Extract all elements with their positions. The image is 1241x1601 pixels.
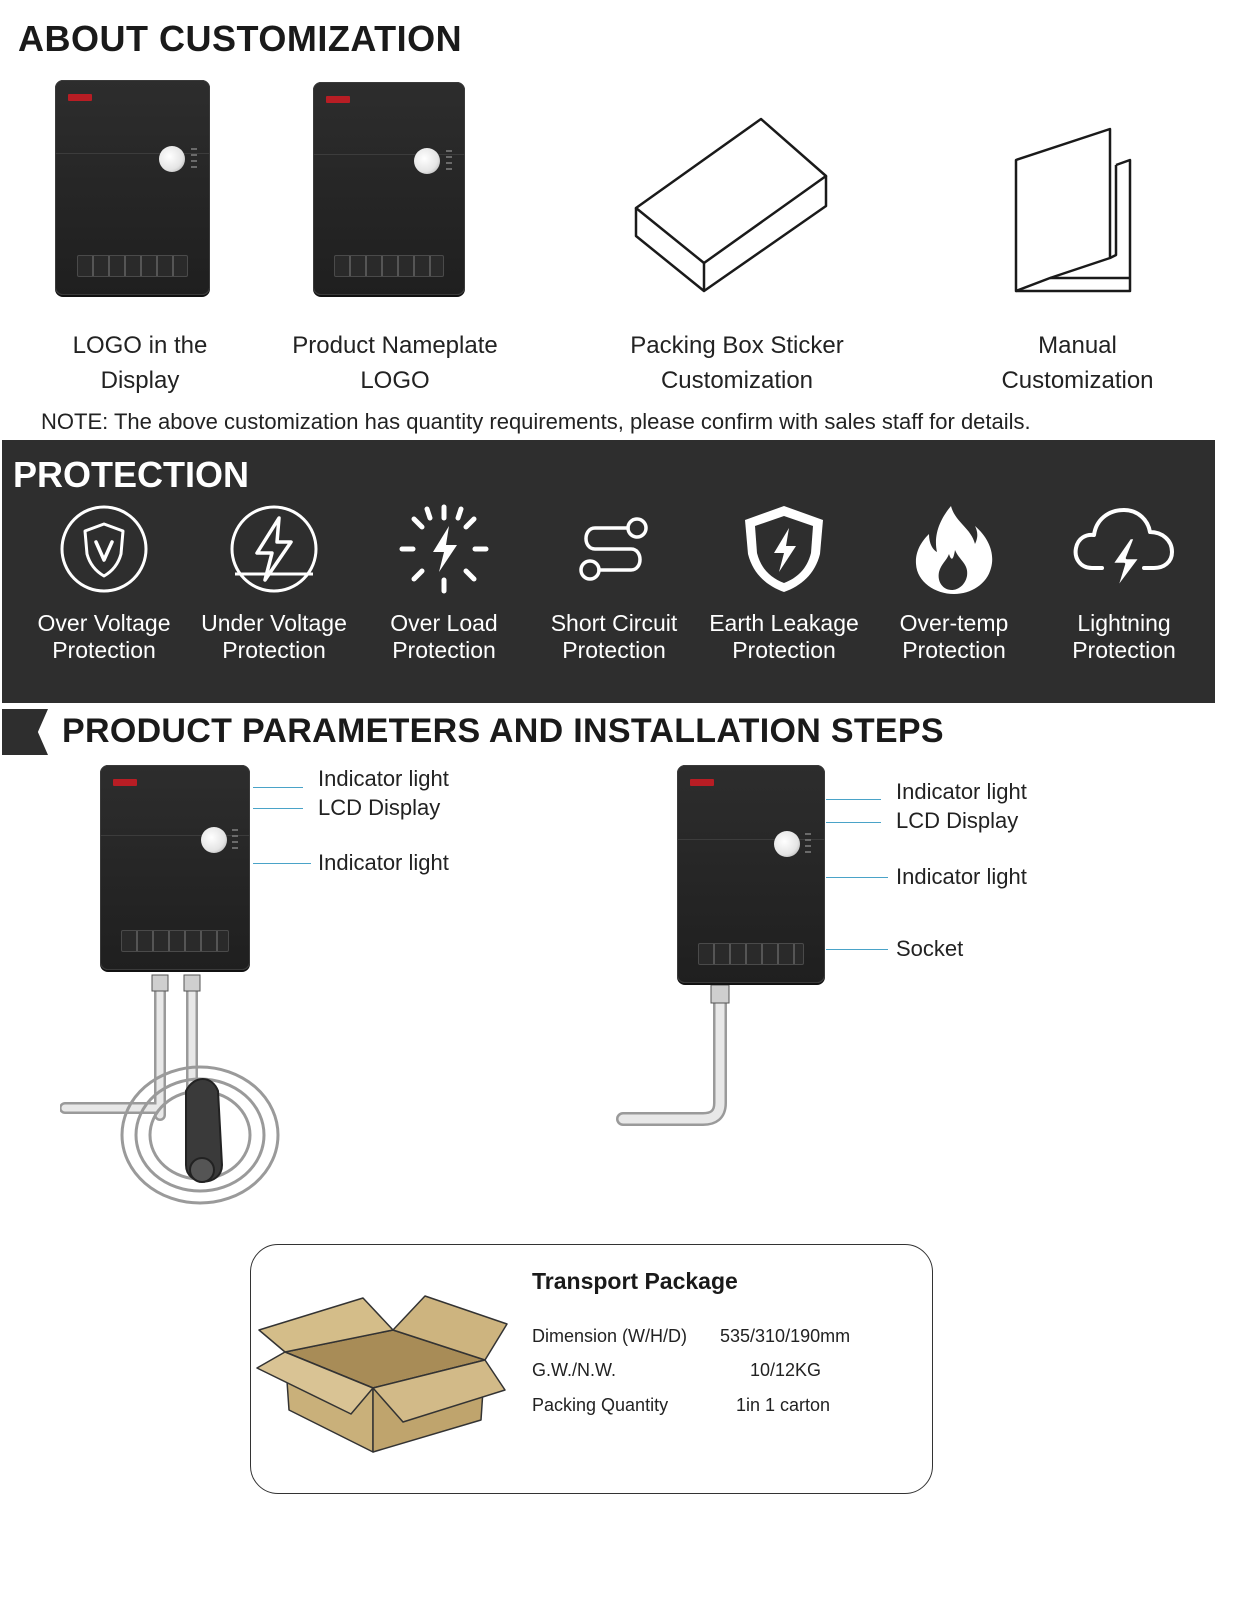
protection-title: PROTECTION — [13, 454, 250, 495]
cloud-lightning-icon — [1072, 502, 1176, 596]
weight-value: 10/12KG — [750, 1360, 822, 1380]
circuit-path-icon — [567, 502, 661, 596]
right-callout-socket: Socket — [896, 936, 964, 961]
brand-logo — [690, 779, 714, 786]
protection-item-lightning: Lightning Protection — [1039, 502, 1209, 664]
dimension-value: 535/310/190mm — [720, 1326, 851, 1346]
open-carton-icon — [255, 1290, 510, 1460]
power-button-image — [774, 831, 800, 857]
customization-note: NOTE: The above customization has quantity requirements, please confirm with sales staff for details. — [41, 409, 1031, 434]
power-button-image — [159, 146, 185, 172]
caption-box-sticker: Packing Box Sticker Customization — [630, 332, 844, 394]
device-image-left — [100, 765, 250, 970]
caption-logo-display: LOGO in the Display — [72, 332, 208, 394]
device-image-nameplate — [313, 82, 465, 295]
cable-assembly-image — [60, 965, 290, 1215]
power-button-image — [414, 148, 440, 174]
protection-item-over-voltage: Over Voltage Protection — [19, 502, 189, 664]
shield-v-icon — [57, 502, 151, 596]
manual-icon — [1010, 125, 1150, 297]
caption-manual: Manual Customization — [1001, 332, 1154, 394]
weight-label: G.W./N.W. — [532, 1360, 616, 1380]
flame-icon — [907, 502, 1001, 596]
shield-lightning-icon — [737, 502, 831, 596]
device-image-right — [677, 765, 825, 983]
right-callout-lcd-display: LCD Display — [896, 808, 1019, 833]
section-marker — [2, 709, 48, 755]
dimension-label: Dimension (W/H/D) — [532, 1326, 688, 1346]
customization-title: ABOUT CUSTOMIZATION — [18, 18, 463, 59]
caption-nameplate-logo: Product Nameplate LOGO — [292, 332, 498, 394]
packing-quantity-value: 1in 1 carton — [736, 1395, 831, 1415]
packing-box-icon — [630, 115, 835, 300]
burst-lightning-icon — [397, 502, 491, 596]
parameters-title: PRODUCT PARAMETERS AND INSTALLATION STEPS — [62, 712, 944, 750]
left-callout-indicator-light-bottom: Indicator light — [318, 850, 449, 875]
protection-item-under-voltage: Under Voltage Protection — [189, 502, 359, 664]
packing-quantity-label: Packing Quantity — [532, 1395, 669, 1415]
brand-logo — [68, 94, 92, 101]
transport-title: Transport Package — [532, 1268, 738, 1294]
brand-logo — [113, 779, 137, 786]
left-callout-lcd-display: LCD Display — [318, 795, 441, 820]
protection-item-over-load: Over Load Protection — [359, 502, 529, 664]
single-cable-image — [615, 975, 745, 1135]
protection-band — [2, 440, 1215, 703]
device-image-logo-display — [55, 80, 210, 295]
right-callout-indicator-light-bottom: Indicator light — [896, 864, 1027, 889]
protection-item-short-circuit: Short Circuit Protection — [529, 502, 699, 664]
protection-item-earth-leakage: Earth Leakage Protection — [699, 502, 869, 664]
lightning-circle-icon — [227, 502, 321, 596]
brand-logo — [326, 96, 350, 103]
power-button-image — [201, 827, 227, 853]
right-callout-indicator-light-top: Indicator light — [896, 779, 1027, 804]
left-callout-indicator-light-top: Indicator light — [318, 766, 449, 791]
protection-item-over-temp: Over-temp Protection — [869, 502, 1039, 664]
